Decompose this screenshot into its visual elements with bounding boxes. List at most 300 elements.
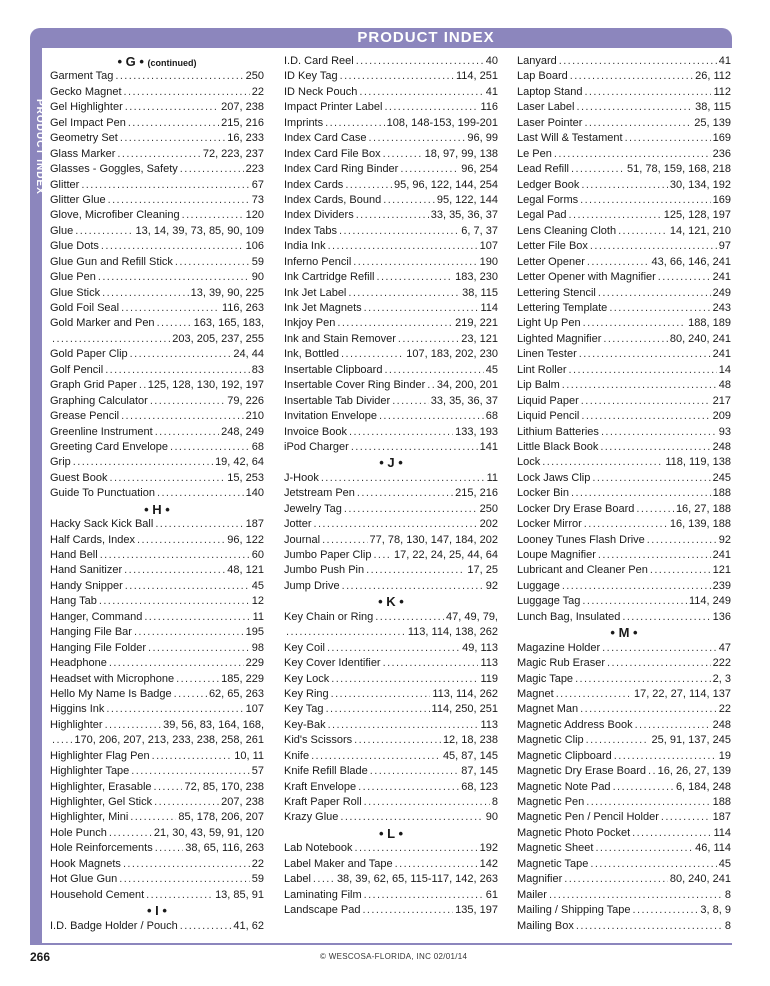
entry-label: Highlighter, Erasable [50, 780, 152, 793]
entry-label: Hang Tab [50, 595, 97, 608]
entry-pages: 210 [245, 410, 264, 423]
entry-label: Magnet [517, 687, 554, 700]
index-entry [284, 85, 498, 100]
entry-label: Impact Printer Label [284, 101, 383, 114]
entry-pages: 38, 65, 116, 263 [185, 842, 264, 855]
entry-label: Legal Forms [517, 193, 579, 206]
dot-leader [344, 502, 478, 517]
entry-pages: 16, 26, 27, 139 [657, 765, 731, 778]
dot-leader [571, 486, 711, 501]
letter-heading: • K • [378, 594, 404, 610]
index-entry [284, 363, 498, 378]
entry-label: Headset with Microphone [50, 672, 175, 685]
entry-pages: 16, 27, 188 [675, 502, 731, 515]
letter-section-header [284, 826, 498, 841]
entry-label: Jewelry Tag [284, 502, 342, 515]
index-entry [50, 224, 264, 239]
index-entry [517, 687, 731, 702]
dot-leader [144, 610, 250, 625]
dot-leader [124, 85, 250, 100]
index-entry [284, 471, 498, 486]
entry-label: Magnetic Pen / Pencil Holder [517, 811, 659, 824]
index-entry [517, 919, 731, 934]
dot-leader [595, 841, 693, 856]
dot-leader [582, 594, 687, 609]
entry-pages: 249 [712, 286, 731, 299]
entry-label: Gold Marker and Pen [50, 317, 155, 330]
dot-leader [564, 872, 668, 887]
dot-leader [661, 810, 711, 825]
entry-label: Headphone [50, 657, 107, 670]
dot-leader [392, 394, 429, 409]
index-entry [517, 718, 731, 733]
entry-pages: 8 [724, 919, 731, 932]
dot-leader [384, 363, 483, 378]
dot-leader [379, 409, 484, 424]
index-entry [517, 347, 731, 362]
dot-leader [340, 69, 454, 84]
dot-leader [101, 239, 244, 254]
dot-leader [139, 378, 146, 393]
dot-leader [124, 563, 225, 578]
entry-label: Glue Dots [50, 240, 99, 253]
entry-pages: 8 [724, 888, 731, 901]
entry-label: Magnetic Address Book [517, 718, 633, 731]
index-entry [284, 749, 498, 764]
dot-leader [314, 517, 478, 532]
dot-leader [106, 702, 243, 717]
index-entry [284, 888, 498, 903]
entry-pages: 11 [252, 610, 264, 623]
entry-pages: 51, 78, 159, 168, 218 [627, 163, 731, 176]
entry-pages: 219, 221 [455, 317, 498, 330]
entry-label: Little Black Book [517, 440, 599, 453]
dot-leader [130, 347, 232, 362]
index-entry [284, 440, 498, 455]
entry-pages: 106 [245, 240, 264, 253]
dot-leader [148, 641, 250, 656]
index-entry [284, 54, 498, 69]
entry-pages: 229 [245, 657, 264, 670]
dot-leader [364, 301, 479, 316]
dot-leader [119, 872, 249, 887]
dot-leader [562, 378, 717, 393]
letter-heading: • J • [379, 455, 403, 471]
dot-leader [625, 131, 711, 146]
entry-pages: 17, 22, 24, 25, 44, 64 [394, 549, 498, 561]
entry-pages: 112 [713, 85, 731, 98]
index-entry [50, 579, 264, 594]
entry-pages: 96, 122 [227, 533, 264, 546]
index-entry [517, 579, 731, 594]
dot-leader [383, 147, 423, 162]
dot-leader [590, 857, 716, 872]
index-entry [50, 193, 264, 208]
letter-section-header [284, 594, 498, 609]
index-entry [517, 100, 731, 115]
entry-label: Key Chain or Ring [284, 610, 374, 623]
dot-leader [100, 548, 250, 563]
dot-leader [105, 363, 250, 378]
index-entry [50, 208, 264, 223]
entry-label: Gel Highlighter [50, 101, 123, 114]
entry-pages: 25, 91, 137, 245 [651, 734, 731, 747]
dot-leader [109, 826, 152, 841]
index-entry [517, 471, 731, 486]
index-entry [517, 208, 731, 223]
entry-label: Greeting Card Envelope [50, 440, 169, 453]
entry-label: Magazine Holder [517, 641, 601, 654]
entry-pages: 8 [491, 796, 498, 808]
index-entry [517, 749, 731, 764]
dot-leader [354, 733, 441, 748]
entry-label: Hot Glue Gun [50, 873, 118, 886]
index-entry [284, 486, 498, 501]
entry-pages: 26, 112 [695, 70, 731, 83]
dot-leader [362, 903, 453, 918]
dot-leader [635, 718, 711, 733]
entry-pages: 188, 189 [688, 317, 731, 330]
index-entry [50, 316, 264, 331]
letter-heading: • L • [378, 825, 404, 841]
entry-label: Laminating Film [284, 888, 362, 901]
index-entry [50, 440, 264, 455]
entry-label: Key Cover Identifier [284, 657, 381, 670]
index-entry [284, 178, 498, 193]
index-entry [284, 656, 498, 671]
entry-pages: 41 [718, 55, 731, 67]
entry-label: Index Card Case [284, 132, 367, 145]
index-entry [517, 888, 731, 903]
dot-leader [576, 919, 723, 934]
entry-pages: 23, 121 [461, 332, 498, 345]
index-entry [284, 780, 498, 795]
entry-label: Index Cards, Bound [284, 193, 382, 206]
dot-leader [586, 733, 650, 748]
entry-pages: 241 [712, 271, 731, 284]
entry-label: Jetstream Pen [284, 487, 355, 500]
entry-pages: 187 [712, 811, 731, 824]
entry-pages: 45 [251, 579, 264, 592]
entry-label: Key Coil [284, 641, 325, 654]
entry-label: Highlighter, Mini [50, 811, 129, 824]
entry-label: Lubricant and Cleaner Pen [517, 564, 648, 577]
entry-pages: 80, 240, 241 [669, 873, 731, 886]
dot-leader [618, 224, 668, 239]
dot-leader [395, 857, 478, 872]
entry-pages: 241 [712, 348, 731, 361]
entry-pages: 6, 184, 248 [675, 780, 731, 793]
entry-pages: 45 [485, 363, 498, 376]
dot-leader [331, 687, 431, 702]
entry-pages: 59 [251, 255, 264, 268]
index-entry [50, 100, 264, 115]
index-entry [517, 301, 731, 316]
dot-leader [121, 409, 244, 424]
entry-label: Knife Refill Blade [284, 765, 368, 778]
index-entry [284, 718, 498, 733]
entry-label: Index Card Ring Binder [284, 163, 399, 176]
entry-pages: 163, 165, 183, [193, 317, 264, 330]
dot-leader [342, 579, 484, 594]
entry-pages: 113, 114, 138, 262 [407, 626, 498, 639]
entry-label: Glue Stick [50, 286, 101, 299]
dot-leader [584, 85, 711, 100]
dot-leader [575, 672, 711, 687]
entry-label: Ink, Bottled [284, 348, 340, 361]
entry-pages: 185, 229 [221, 672, 264, 685]
dot-leader [155, 425, 219, 440]
entry-pages: 125, 128, 130, 192, 197 [147, 379, 264, 392]
dot-leader [328, 718, 479, 733]
entry-pages: 47 [718, 641, 731, 654]
dot-leader [355, 841, 478, 856]
index-entry [50, 610, 264, 625]
dot-leader [137, 533, 225, 548]
dot-leader [570, 69, 693, 84]
entry-pages: 215, 216 [455, 487, 498, 500]
entry-pages: 25, 139 [694, 116, 731, 129]
index-entry [50, 718, 264, 733]
entry-pages: 19 [718, 749, 731, 762]
index-entry [517, 178, 731, 193]
entry-pages: 33, 35, 36, 37 [430, 209, 498, 222]
entry-pages: 72, 85, 170, 238 [184, 780, 264, 793]
entry-pages: 97 [718, 240, 731, 253]
entry-pages: 142 [479, 857, 498, 870]
index-entry [517, 425, 731, 440]
entry-pages: 22 [251, 857, 264, 870]
entry-pages: 79, 226 [227, 394, 264, 407]
entry-pages: 87, 145 [461, 765, 498, 778]
entry-label: Graphing Calculator [50, 394, 148, 407]
index-entry [284, 208, 498, 223]
index-entry [517, 702, 731, 717]
entry-label: Luggage [517, 579, 560, 592]
dot-leader [286, 625, 406, 640]
entry-pages: 39, 56, 83, 164, 168, [163, 718, 264, 731]
index-entry [284, 733, 498, 748]
index-entry [517, 316, 731, 331]
entry-label: Glue Pen [50, 271, 96, 284]
entry-label: Knife [284, 749, 310, 762]
entry-label: Magnetic Tape [517, 857, 589, 870]
dot-leader [130, 810, 176, 825]
dot-leader [125, 579, 250, 594]
dot-leader [155, 841, 184, 856]
letter-heading: • G • [117, 54, 144, 69]
index-entry [517, 409, 731, 424]
entry-label: Imprints [284, 116, 324, 129]
dot-leader [598, 548, 711, 563]
index-entry [50, 239, 264, 254]
index-entry [50, 270, 264, 285]
index-entry [517, 872, 731, 887]
entry-label: Index Card File Box [284, 147, 381, 160]
index-entry [517, 286, 731, 301]
entry-label: Magnetic Sheet [517, 842, 594, 855]
dot-leader [384, 100, 478, 115]
entry-pages: 114, 251 [455, 70, 498, 83]
entry-label: Lint Roller [517, 363, 567, 376]
dot-leader [592, 471, 710, 486]
entry-pages: 169 [712, 132, 731, 145]
entry-label: Household Cement [50, 888, 145, 901]
entry-label: Index Dividers [284, 209, 354, 222]
entry-pages: 68 [485, 410, 498, 423]
dot-leader [121, 301, 220, 316]
entry-pages: 16, 233 [227, 132, 264, 145]
entry-label: Letter File Box [517, 240, 588, 253]
entry-pages: 96, 99 [467, 132, 498, 145]
index-entry [284, 316, 498, 331]
entry-label: Lithium Batteries [517, 425, 599, 438]
dot-leader [650, 563, 711, 578]
entry-pages: 121 [712, 564, 731, 577]
entry-label: Golf Pencil [50, 363, 104, 376]
index-entry-continuation [284, 625, 498, 640]
index-entry [284, 100, 498, 115]
dot-leader [73, 455, 213, 470]
entry-pages: 113 [480, 657, 498, 670]
entry-label: Glitter Glue [50, 193, 106, 206]
entry-pages: 33, 35, 36, 37 [430, 394, 498, 407]
entry-label: Locker Dry Erase Board [517, 502, 635, 515]
dot-leader [327, 641, 460, 656]
index-entry [284, 579, 498, 594]
index-entry [517, 440, 731, 455]
entry-pages: 207, 238 [221, 796, 264, 808]
entry-pages: 45, 87, 145 [442, 749, 498, 762]
entry-label: Glitter [50, 178, 80, 191]
entry-label: Kraft Envelope [284, 780, 357, 793]
index-entry [517, 656, 731, 671]
dot-leader [340, 810, 483, 825]
dot-leader [356, 208, 429, 223]
continued-note: (continued) [147, 58, 197, 68]
dot-leader [579, 347, 711, 362]
dot-leader [75, 224, 133, 239]
index-entry [284, 857, 498, 872]
entry-pages: 108, 148-153, 199-201 [386, 116, 498, 129]
entry-label: Hook Magnets [50, 857, 121, 870]
index-entry [284, 239, 498, 254]
letter-section-header [517, 625, 731, 640]
dot-leader [584, 116, 692, 131]
entry-label: Loupe Magnifier [517, 549, 596, 561]
dot-leader [348, 286, 460, 301]
entry-pages: 22 [718, 703, 731, 716]
entry-pages: 15, 253 [227, 471, 264, 484]
entry-pages: 248, 249 [221, 425, 264, 438]
dot-leader [337, 316, 453, 331]
entry-label: Laser Label [517, 101, 575, 114]
entry-label: Lighted Magnifier [517, 332, 602, 345]
entry-label: Liquid Pencil [517, 410, 580, 423]
entry-pages: 222 [712, 657, 731, 670]
index-entry [284, 563, 498, 578]
entry-label: Magnet Man [517, 703, 579, 716]
entry-pages: 72, 223, 237 [202, 147, 264, 160]
entry-label: Lock Jaws Clip [517, 471, 591, 484]
dot-leader [366, 563, 465, 578]
index-entry [517, 810, 731, 825]
dot-leader [321, 471, 485, 486]
entry-label: Handy Snipper [50, 579, 123, 592]
entry-label: Label [284, 873, 311, 886]
dot-leader [117, 147, 200, 162]
entry-pages: 21, 30, 43, 59, 91, 120 [153, 826, 264, 839]
entry-label: Ink and Stain Remover [284, 332, 396, 345]
entry-pages: 118, 119, 138 [665, 456, 731, 469]
entry-label: Glue [50, 224, 74, 237]
dot-leader [583, 316, 687, 331]
dot-leader [383, 193, 435, 208]
entry-pages: 41 [485, 85, 498, 98]
entry-label: Letter Opener [517, 255, 585, 268]
dot-leader [633, 903, 699, 918]
entry-label: ID Neck Pouch [284, 85, 358, 98]
index-entry [284, 795, 498, 810]
entry-label: Hole Reinforcements [50, 842, 153, 855]
entry-label: Grip [50, 456, 71, 469]
entry-pages: 85, 178, 206, 207 [178, 811, 264, 824]
entry-pages: 73 [251, 193, 264, 206]
dot-leader [341, 347, 404, 362]
entry-label: Jump Drive [284, 579, 340, 592]
index-entry [50, 394, 264, 409]
index-entry [50, 687, 264, 702]
entry-label: Highlighter Flag Pen [50, 749, 150, 762]
entry-pages: 243 [712, 302, 731, 314]
index-entry [284, 270, 498, 285]
dot-leader [174, 687, 207, 702]
side-tab-label: PRODUCT INDEX [34, 99, 45, 195]
index-entry [50, 116, 264, 131]
index-entry [517, 502, 731, 517]
index-entry [284, 332, 498, 347]
entry-label: Key Tag [284, 703, 324, 716]
entry-label: Laptop Stand [517, 85, 583, 98]
index-entry [517, 486, 731, 501]
entry-pages: 14 [718, 363, 731, 376]
entry-pages: 45 [718, 857, 731, 870]
dot-leader [52, 332, 170, 347]
entry-pages: 116, 263 [221, 302, 264, 314]
index-entry [50, 85, 264, 100]
dot-leader [369, 131, 466, 146]
entry-pages: 13, 14, 39, 73, 85, 90, 109 [135, 224, 264, 237]
dot-leader [157, 316, 192, 331]
entry-pages: 3, 8, 9 [700, 904, 731, 917]
entry-pages: 141 [479, 440, 498, 453]
letter-section-header [50, 502, 264, 517]
index-entry [50, 563, 264, 578]
entry-label: Letter Opener with Magnifier [517, 271, 656, 284]
entry-pages: 170, 206, 207, 213, 233, 238, 258, 261 [74, 734, 264, 747]
entry-pages: 83 [251, 363, 264, 376]
index-entry [50, 795, 264, 810]
dot-leader [400, 162, 459, 177]
entry-label: Glue Gun and Refill Stick [50, 255, 173, 268]
entry-pages: 119 [480, 672, 498, 685]
index-entry [50, 347, 264, 362]
dot-leader [175, 255, 250, 270]
entry-label: Ink Jet Magnets [284, 302, 362, 314]
entry-label: Gold Foil Seal [50, 302, 120, 314]
index-entry [50, 888, 264, 903]
index-entry [284, 672, 498, 687]
